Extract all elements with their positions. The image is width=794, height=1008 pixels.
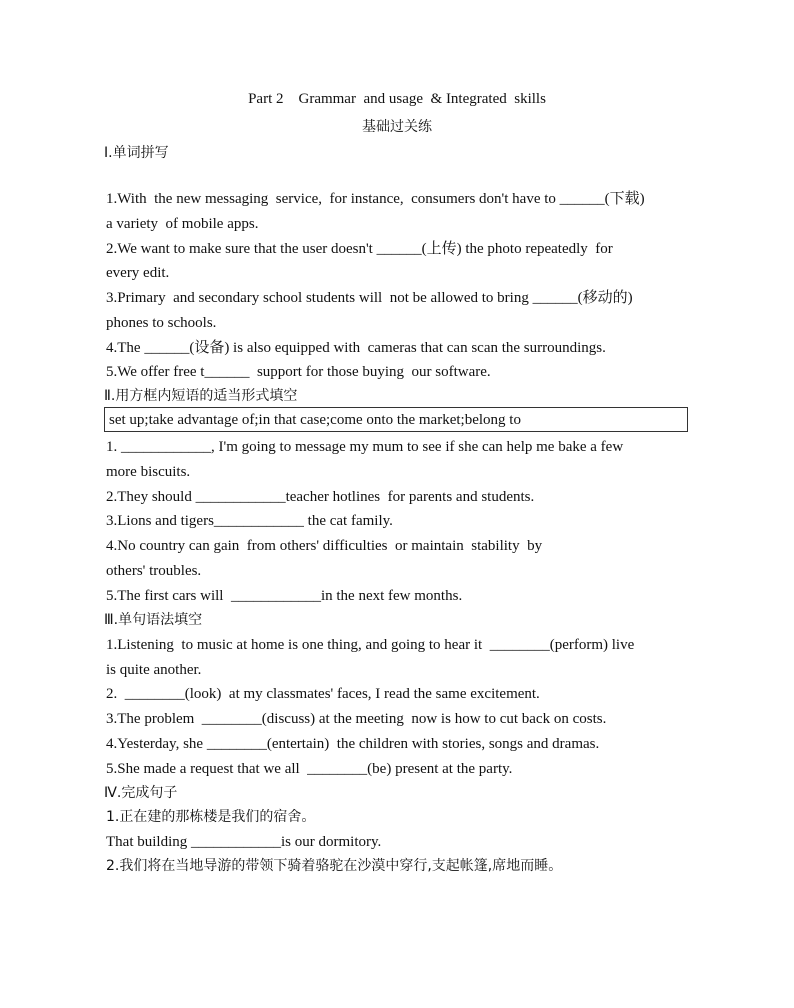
s3-line-6: 5.She made a request that we all ________(be) present at the party. (106, 761, 513, 777)
section-2-heading: Ⅱ.用方框内短语的适当形式填空 (104, 388, 298, 404)
s2-line-4: 3.Lions and tigers____________ the cat family. (106, 513, 393, 529)
s4-line-1: 1.正在建的那栋楼是我们的宿舍。 (106, 809, 316, 825)
s1-line-3: 2.We want to make sure that the user doesn't ______(上传) the photo repeatedly for (106, 241, 613, 257)
page-title: Part 2 Grammar and usage & Integrated skills (248, 91, 546, 107)
s4-line-2: That building ____________is our dormitory. (106, 834, 382, 850)
s1-line-5: 3.Primary and secondary school students will not be allowed to bring ______(移动的) (106, 290, 633, 306)
s2-line-3: 2.They should ____________teacher hotlines for parents and students. (106, 489, 535, 505)
s2-line-6: others' troubles. (106, 563, 202, 579)
s1-line-6: phones to schools. (106, 315, 217, 331)
s4-line-3: 2.我们将在当地导游的带领下骑着骆驼在沙漠中穿行,支起帐篷,席地而睡。 (106, 858, 563, 874)
s3-line-3: 2. ________(look) at my classmates' faces, I read the same excitement. (106, 686, 540, 702)
section-1-heading: Ⅰ.单词拼写 (104, 145, 169, 161)
s1-line-1: 1.With the new messaging service, for instance, consumers don't have to ______(下载) (106, 191, 645, 207)
s1-line-7: 4.The ______(设备) is also equipped with cameras that can scan the surroundings. (106, 340, 606, 356)
s3-line-2: is quite another. (106, 662, 202, 678)
page-subtitle: 基础过关练 (362, 119, 432, 135)
s2-line-7: 5.The first cars will ____________in the next few months. (106, 588, 463, 604)
s2-line-1: 1. ____________, I'm going to message my mum to see if she can help me bake a few (106, 439, 624, 455)
section-4-heading: Ⅳ.完成句子 (104, 785, 178, 801)
s1-line-2: a variety of mobile apps. (106, 216, 259, 232)
s3-line-1: 1.Listening to music at home is one thing, and going to hear it ________(perform) live (106, 637, 635, 653)
section-3-heading: Ⅲ.单句语法填空 (104, 612, 203, 628)
s3-line-4: 3.The problem ________(discuss) at the meeting now is how to cut back on costs. (106, 711, 607, 727)
phrase-box-text: set up;take advantage of;in that case;come onto the market;belong to (109, 412, 521, 428)
phrase-box (104, 407, 688, 432)
s2-line-5: 4.No country can gain from others' difficulties or maintain stability by (106, 538, 543, 554)
s1-line-4: every edit. (106, 265, 170, 281)
s3-line-5: 4.Yesterday, she ________(entertain) the children with stories, songs and dramas. (106, 736, 600, 752)
s1-line-8: 5.We offer free t______ support for those buying our software. (106, 364, 491, 380)
s2-line-2: more biscuits. (106, 464, 191, 480)
